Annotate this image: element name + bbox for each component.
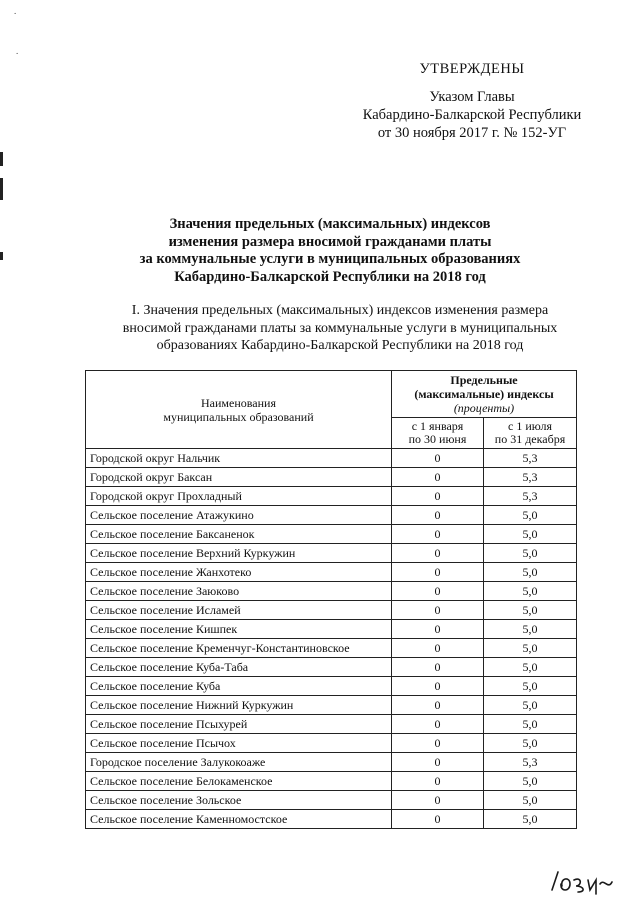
table-body — [86, 449, 577, 829]
row-value-first-half: 0 — [392, 544, 484, 563]
row-name-cell: Сельское поселение Жанхотеко — [86, 563, 392, 582]
row-name-cell: Сельское поселение Псычох — [86, 734, 392, 753]
table-row — [86, 582, 577, 601]
row-value-first-half: 0 — [392, 658, 484, 677]
table-row — [86, 525, 577, 544]
row-value-first-half: 0 — [392, 525, 484, 544]
row-value-first-half: 0 — [392, 639, 484, 658]
column-header-second-half — [484, 418, 577, 449]
row-name-cell: Городской округ Нальчик — [86, 449, 392, 468]
row-value-second-half: 5,0 — [484, 506, 577, 525]
section-line: образованиях Кабардино-Балкарской Республики на 2018 год — [156, 338, 524, 353]
row-value-second-half: 5,0 — [484, 601, 577, 620]
scan-mark: . — [16, 46, 19, 56]
row-name-cell: Сельское поселение Верхний Куркужин — [86, 544, 392, 563]
row-value-second-half: 5,0 — [484, 696, 577, 715]
row-name-cell: Сельское поселение Нижний Куркужин — [86, 696, 392, 715]
table-row — [86, 715, 577, 734]
table-row — [86, 468, 577, 487]
table-row — [86, 753, 577, 772]
table-row — [86, 544, 577, 563]
row-value-second-half: 5,3 — [484, 487, 577, 506]
row-value-first-half: 0 — [392, 791, 484, 810]
row-value-first-half: 0 — [392, 506, 484, 525]
table-row — [86, 658, 577, 677]
row-value-second-half: 5,0 — [484, 810, 577, 829]
group-header-line: (максимальные) индексы — [414, 387, 554, 401]
row-value-second-half: 5,0 — [484, 582, 577, 601]
table-row — [86, 677, 577, 696]
row-name-cell: Сельское поселение Псыхурей — [86, 715, 392, 734]
row-name-cell: Городское поселение Залукокоаже — [86, 753, 392, 772]
header-line: по 30 июня — [408, 432, 467, 446]
row-value-first-half: 0 — [392, 487, 484, 506]
table-row — [86, 734, 577, 753]
row-value-second-half: 5,0 — [484, 658, 577, 677]
row-name-cell: Сельское поселение Баксаненок — [86, 525, 392, 544]
row-value-first-half: 0 — [392, 563, 484, 582]
row-value-second-half: 5,0 — [484, 715, 577, 734]
header-line: по 31 декабря — [494, 432, 566, 446]
handwritten-signature — [548, 866, 618, 896]
title-line: за коммунальные услуги в муниципальных образованиях — [139, 251, 521, 267]
row-value-first-half: 0 — [392, 772, 484, 791]
header-line: с 1 января — [411, 419, 464, 433]
row-name-cell: Сельское поселение Исламей — [86, 601, 392, 620]
group-header-unit: (проценты) — [453, 401, 515, 415]
row-name-cell: Сельское поселение Заюково — [86, 582, 392, 601]
document-title — [100, 216, 560, 286]
row-value-first-half: 0 — [392, 468, 484, 487]
row-name-cell: Сельское поселение Куба-Таба — [86, 658, 392, 677]
row-value-first-half: 0 — [392, 449, 484, 468]
table-row — [86, 639, 577, 658]
approval-line: Кабардино-Балкарской Республики — [362, 107, 582, 123]
column-header-first-half — [392, 418, 484, 449]
section-line: I. Значения предельных (максимальных) индексов изменения размера — [131, 303, 549, 318]
title-line: Значения предельных (максимальных) индексов — [169, 216, 491, 232]
row-name-cell: Городской округ Баксан — [86, 468, 392, 487]
row-value-first-half: 0 — [392, 810, 484, 829]
row-value-second-half: 5,0 — [484, 639, 577, 658]
indices-table — [85, 370, 577, 829]
approval-line: Указом Главы — [429, 89, 515, 105]
column-header-name-line: муниципальных образований — [163, 409, 314, 424]
section-line: вносимой гражданами платы за коммунальные услуги в муниципальных — [122, 320, 558, 336]
column-group-header — [392, 371, 577, 418]
scan-edge-mark — [0, 178, 3, 200]
column-header-name — [86, 371, 392, 449]
header-line: с 1 июля — [508, 419, 552, 433]
row-value-second-half: 5,3 — [484, 753, 577, 772]
row-value-second-half: 5,0 — [484, 734, 577, 753]
table-row — [86, 601, 577, 620]
row-name-cell: Городской округ Прохладный — [86, 487, 392, 506]
row-value-first-half: 0 — [392, 753, 484, 772]
table-row — [86, 810, 577, 829]
table-row — [86, 620, 577, 639]
title-line: изменения размера вносимой гражданами платы — [168, 233, 492, 250]
row-value-first-half: 0 — [392, 696, 484, 715]
row-name-cell: Сельское поселение Атажукино — [86, 506, 392, 525]
title-line: Кабардино-Балкарской Республики на 2018 год — [174, 268, 486, 285]
scan-edge-mark — [0, 152, 3, 166]
scan-mark: . — [14, 6, 17, 16]
row-name-cell: Сельское поселение Белокаменское — [86, 772, 392, 791]
table-row — [86, 506, 577, 525]
row-name-cell: Сельское поселение Зольское — [86, 791, 392, 810]
row-value-first-half: 0 — [392, 677, 484, 696]
table-row — [86, 449, 577, 468]
approval-heading: УТВЕРЖДЕНЫ — [419, 61, 525, 77]
row-value-second-half: 5,0 — [484, 791, 577, 810]
scan-edge-mark — [0, 252, 3, 260]
row-value-second-half: 5,3 — [484, 468, 577, 487]
table-row — [86, 487, 577, 506]
table-row — [86, 791, 577, 810]
row-value-first-half: 0 — [392, 601, 484, 620]
row-value-first-half: 0 — [392, 715, 484, 734]
row-name-cell: Сельское поселение Куба — [86, 677, 392, 696]
approval-line: от 30 ноября 2017 г. № 152-УГ — [377, 125, 567, 141]
row-name-cell: Сельское поселение Каменномостское — [86, 810, 392, 829]
row-value-first-half: 0 — [392, 734, 484, 753]
row-value-first-half: 0 — [392, 582, 484, 601]
row-value-second-half: 5,0 — [484, 620, 577, 639]
row-value-second-half: 5,0 — [484, 544, 577, 563]
table-row — [86, 696, 577, 715]
row-value-second-half: 5,0 — [484, 677, 577, 696]
row-name-cell: Сельское поселение Кременчуг-Константиновское — [86, 639, 392, 658]
row-name-cell: Сельское поселение Кишпек — [86, 620, 392, 639]
section-heading — [82, 302, 598, 355]
column-header-name-line: Наименования — [201, 395, 276, 410]
row-value-second-half: 5,0 — [484, 525, 577, 544]
row-value-second-half: 5,3 — [484, 449, 577, 468]
table-row — [86, 772, 577, 791]
table-row — [86, 563, 577, 582]
approval-stamp — [352, 60, 592, 142]
row-value-second-half: 5,0 — [484, 772, 577, 791]
group-header-line: Предельные — [450, 373, 518, 387]
row-value-second-half: 5,0 — [484, 563, 577, 582]
row-value-first-half: 0 — [392, 620, 484, 639]
